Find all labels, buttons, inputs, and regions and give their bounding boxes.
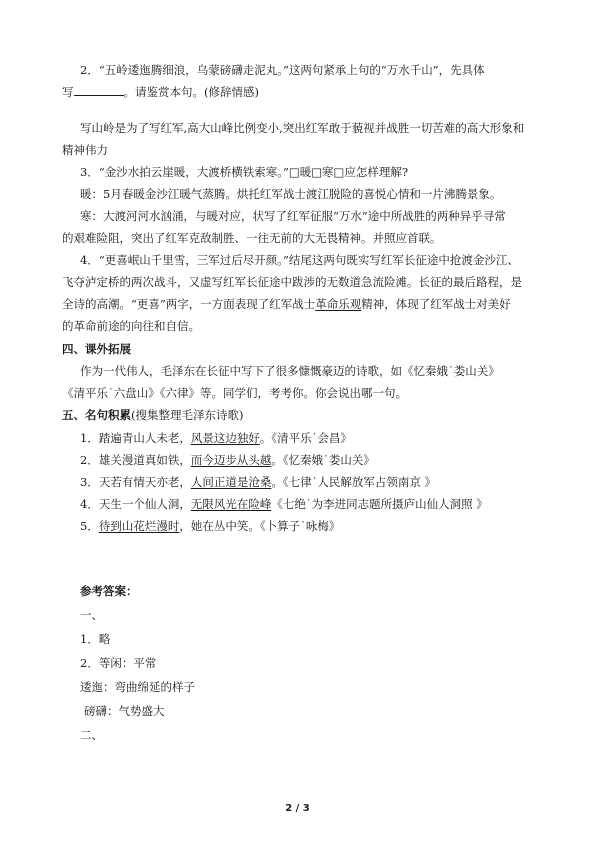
q3-nuan: 暖：5月春暖金沙江暖气蒸腾。烘托红军战士渡江脱险的喜悦心情和一片沸腾景象。 [80, 187, 502, 201]
list-item [80, 518, 340, 534]
item-pre: 1．踏遍青山人未老， [80, 431, 191, 445]
item-underlined: 人间正道是沧桑 [190, 475, 272, 489]
q4-line1: 4．“更喜岷山千里雪，三军过后尽开颜。”结尾这两句既实写红军长征途中抢渡金沙江、 [80, 253, 519, 267]
section5-title-line [62, 407, 243, 423]
list-item [80, 452, 375, 468]
answers-part1: 一、 [80, 608, 103, 622]
item-post: 《七绝˙为李进同志题所摄庐山仙人洞照 》 [271, 497, 488, 511]
item-post: 。《七律˙人民解放军占领南京 》 [271, 475, 436, 489]
item-underlined: 而今迈步从头越 [190, 453, 272, 467]
answer-2: 2．等闲：平常 [80, 656, 157, 670]
page-number: 2 / 3 [285, 803, 310, 814]
list-item [80, 496, 488, 512]
q3-han-line2: 的艰难险阻，突出了红军克敌制胜、一往无前的大无畏精神。并照应首联。 [62, 231, 442, 245]
answers-title: 参考答案： [80, 584, 138, 598]
item-pre: 3．天若有情天亦老， [80, 475, 191, 489]
answer-4: 磅礴：气势盛大 [84, 704, 165, 718]
list-item [80, 430, 352, 446]
q4-underlined-phrase: 革命乐观 [315, 297, 362, 311]
q3-han-line1: 寒：大渡河河水汹涌，与暖对应，状写了红军征服“万水”途中所战胜的两种异乎寻常 [80, 209, 506, 223]
item-underlined: 无限风光在险峰 [190, 497, 272, 511]
item-pre: 4．天生一个仙人洞， [80, 497, 191, 511]
section5-title: 五、名句积累 [62, 408, 131, 422]
item-post: ，她在丛中笑。《卜算子˙咏梅》 [179, 519, 341, 533]
section4-line1: 作为一代伟人，毛泽东在长征中写下了很多慷慨豪迈的诗歌，如《忆秦娥˙娄山关》 [80, 364, 500, 378]
list-item [80, 474, 436, 490]
q2-line1: 2．“五岭逶迤腾细浪，乌蒙磅礴走泥丸。”这两句紧承上句的“万水千山”，先具体 [80, 63, 485, 77]
fill-blank [74, 84, 124, 96]
answers-part2: 二、 [80, 728, 103, 742]
q2-line2 [62, 84, 259, 100]
q4-line4: 的革命前途的向往和自信。 [62, 319, 200, 333]
section4-line2: 《清平乐˙六盘山》《六律》等。同学们，考考你。你会说出哪一句。 [62, 386, 407, 400]
item-post: 。《清平乐˙会昌》 [259, 431, 352, 445]
answer-1: 1．略 [80, 632, 111, 646]
q4-line2: 飞夺泸定桥的两次战斗，又虚写红军长征途中跋涉的无数道急流险滩。长征的最后路程，是 [62, 275, 522, 289]
answer-3: 逶迤：弯曲绵延的样子 [80, 680, 195, 694]
q3-line1: 3．“金沙水拍云崖暖，大渡桥横铁索寒。”□暖□寒□应怎样理解? [80, 165, 409, 179]
q4-line3-start: 全诗的高潮。“更喜”两字，一方面表现了红军战士 [62, 297, 316, 311]
item-post: 。《忆秦娥˙娄山关》 [271, 453, 375, 467]
q4-line3 [62, 296, 511, 312]
item-underlined: 风景这边独好 [190, 431, 260, 445]
item-pre: 2．雄关漫道真如铁， [80, 453, 191, 467]
q2-line2-start: 写 [62, 85, 74, 99]
q4-line3-end: 精神，体现了红军战士对美好 [361, 297, 511, 311]
item-underlined: 待到山花烂漫时 [98, 519, 180, 533]
section5-title-note: (搜集整理毛泽东诗歌) [131, 408, 244, 422]
item-pre: 5． [80, 519, 99, 533]
q2-answer-line2: 精神伟力 [62, 143, 108, 157]
section4-title: 四、课外拓展 [62, 342, 131, 356]
q2-answer-line1: 写山岭是为了写红军,高大山峰比例变小,突出红军敢于藐视并战胜一切苦难的高大形象和 [80, 121, 525, 135]
q2-line2-end: 。请鉴赏本句。(修辞情感) [123, 85, 259, 99]
